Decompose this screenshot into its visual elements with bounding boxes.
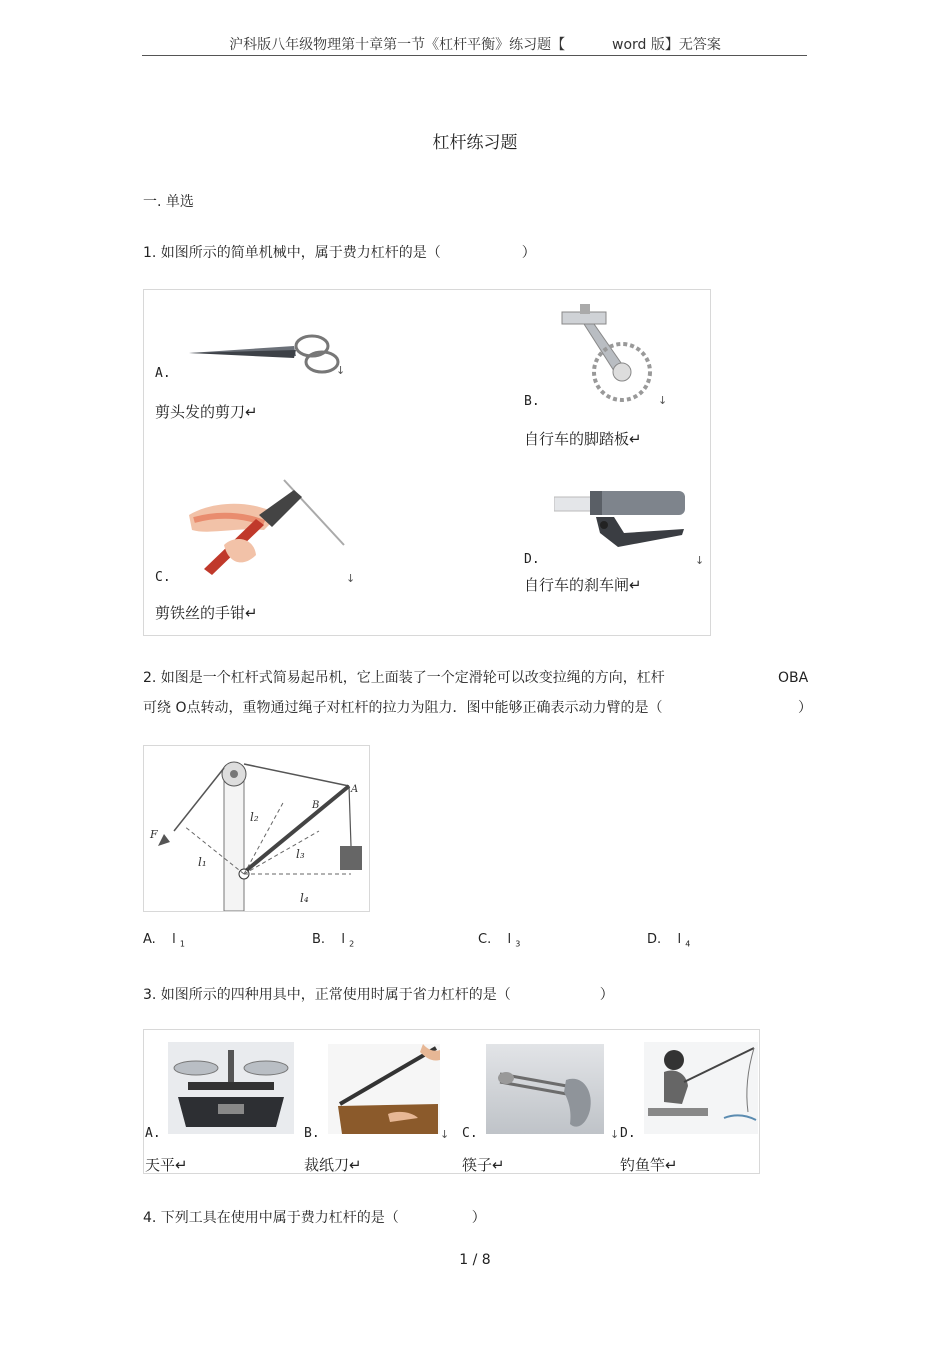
- q2-option-c-value: l: [507, 932, 512, 947]
- q3-option-b-return-icon: ↓: [440, 1128, 450, 1141]
- question-4-close: ）: [471, 1210, 486, 1226]
- question-3-figure: [143, 1029, 760, 1174]
- scissors-icon: [184, 328, 344, 378]
- q1-option-a-caption: 剪头发的剪刀↵: [155, 403, 258, 421]
- q2-option-b-sub: 2: [349, 939, 355, 949]
- header-right: word 版】无答案: [612, 37, 721, 53]
- q3-option-c-letter: C.: [462, 1126, 478, 1141]
- chopsticks-image: [486, 1044, 604, 1134]
- fishing-rod-icon: [644, 1042, 758, 1134]
- question-2-close: ）: [798, 700, 812, 716]
- chopsticks-icon: [486, 1044, 604, 1134]
- page-number: 1 / 8: [459, 1252, 491, 1268]
- balance-image: [168, 1042, 294, 1134]
- question-3-close: ）: [599, 987, 614, 1003]
- q3-option-c-return-icon: ↓: [610, 1128, 620, 1141]
- q3-option-b-caption: 裁纸刀↵: [304, 1156, 362, 1174]
- brake-lever-icon: [554, 485, 694, 565]
- question-3-text: 3. 如图所示的四种用具中，正常使用时属于省力杠杆的是（: [143, 987, 511, 1003]
- section-heading: 一. 单选: [143, 194, 194, 210]
- q1-option-c-letter: C.: [155, 570, 171, 585]
- q2-option-c: [478, 932, 520, 949]
- q2-option-c-sub: 3: [515, 939, 521, 949]
- question-4-text: 4. 下列工具在使用中属于费力杠杆的是（: [143, 1210, 399, 1226]
- q3-option-d-letter: D.: [620, 1126, 636, 1141]
- q1-option-d-caption: 自行车的刹车闸↵: [524, 576, 642, 594]
- paper-cutter-icon: [328, 1044, 440, 1134]
- q1-option-c-caption: 剪铁丝的手钳↵: [155, 604, 258, 622]
- q2-option-d-value: l: [677, 932, 682, 947]
- paper-cutter-image: [328, 1044, 440, 1134]
- label-l4: l₄: [300, 891, 309, 905]
- lever-crane-diagram: [144, 746, 369, 911]
- balance-icon: [168, 1042, 294, 1134]
- header-left: 沪科版八年级物理第十章第一节《杠杆平衡》练习题【: [229, 37, 566, 53]
- q3-option-c-caption: 筷子↵: [462, 1156, 505, 1174]
- label-b: B: [312, 800, 320, 811]
- q1-option-b-letter: B.: [524, 394, 540, 409]
- q1-option-b-return-icon: ↓: [658, 394, 668, 407]
- label-f: F: [150, 828, 158, 841]
- question-3: [143, 985, 614, 1005]
- q1-option-a-letter: A.: [155, 366, 171, 381]
- q2-option-a-sub: 1: [179, 939, 185, 949]
- page-header: [0, 34, 950, 54]
- question-1-figure: [143, 289, 711, 636]
- q3-option-a-caption: 天平↵: [145, 1156, 188, 1174]
- q1-option-c-return-icon: ↓: [346, 572, 356, 585]
- question-2-line-1-end: OBA: [778, 670, 809, 686]
- q2-option-b-value: l: [341, 932, 345, 947]
- q3-option-a-letter: A.: [145, 1126, 161, 1141]
- question-4: [143, 1208, 486, 1228]
- question-2-line-2: 可绕 O点转动，重物通过绳子对杠杆的拉力为阻力．图中能够正确表示动力臂的是（: [143, 700, 663, 716]
- question-1-close: ）: [521, 245, 536, 261]
- q2-option-a-letter: A.: [143, 932, 156, 947]
- q1-option-d-letter: D.: [524, 552, 540, 567]
- q2-option-b-letter: B.: [312, 932, 326, 947]
- q2-option-d: [647, 932, 690, 949]
- q2-option-a-value: l: [172, 932, 176, 947]
- header-divider: [142, 55, 807, 56]
- label-l1: l₁: [198, 855, 207, 869]
- question-2-line-1: 2. 如图是一个杠杆式简易起吊机，它上面装了一个定滑轮可以改变拉绳的方向，杠杆: [143, 670, 665, 686]
- q2-option-a: [143, 932, 185, 949]
- q1-option-a-return-icon: ↓: [336, 364, 346, 377]
- q2-option-b: [312, 932, 354, 949]
- q2-option-c-letter: C.: [478, 932, 492, 947]
- q3-option-d-caption: 钓鱼竿↵: [620, 1156, 678, 1174]
- bicycle-pedal-icon: [554, 300, 664, 410]
- q3-option-b-letter: B.: [304, 1126, 320, 1141]
- question-1: [143, 243, 536, 263]
- q1-option-d-return-icon: ↓: [695, 554, 705, 567]
- pliers-icon: [184, 475, 354, 580]
- label-l3: l₃: [296, 847, 305, 861]
- question-1-text: 1. 如图所示的简单机械中，属于费力杠杆的是（: [143, 245, 441, 261]
- label-a: A: [351, 784, 359, 795]
- label-l2: l₂: [250, 810, 259, 824]
- q1-option-b-caption: 自行车的脚踏板↵: [524, 430, 642, 448]
- q2-option-d-sub: 4: [685, 939, 691, 949]
- q2-option-d-letter: D.: [647, 932, 662, 947]
- question-2-figure: [143, 745, 370, 912]
- fishing-rod-image: [644, 1042, 758, 1134]
- page-title: 杠杆练习题: [432, 133, 518, 153]
